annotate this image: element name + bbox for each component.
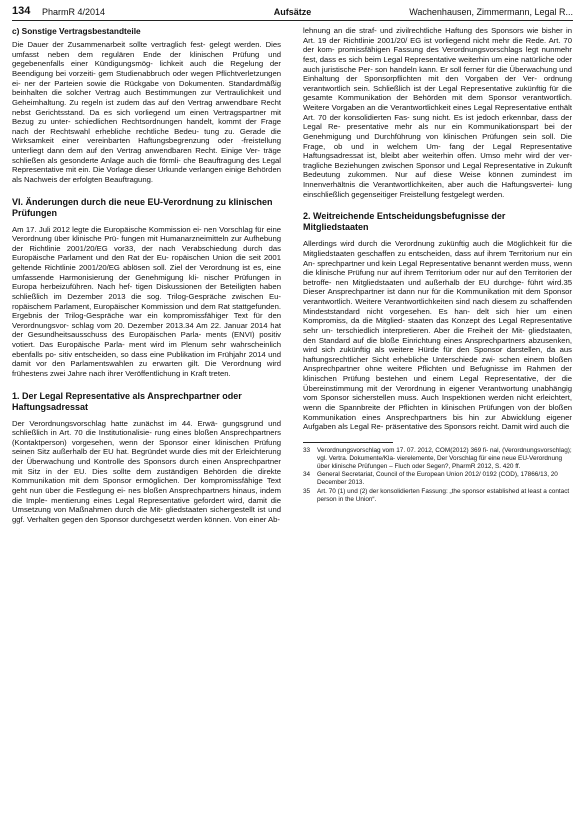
footnote-text: Verordnungsvorschlag vom 17. 07. 2012, COM(2012) 369 fi- nal, (Verordnungsvorschlag); vgl. Vertra. Dokumente/Kla- vierelemente, Der Vorschlag für eine neue EU-Verordnung über klinische Prüfungen – Fluch oder Segen?, PharmR 2012, S. 420 ff.: [317, 446, 572, 470]
footnote-34: [303, 471, 572, 487]
footnote-number: 34: [303, 471, 311, 479]
paragraph-contract-terms: Die Dauer der Zusammenarbeit sollte vertraglich fest- gelegt werden. Dies umfasst neben dem regulären Ende der klinischen Prüfung und gegebenenfalls einer Kündigungsmög- lichkeit auch die Regelung der Beendigung bei vorzeiti- gem Studienabbruch oder wegen Pflichtverletzungen ei- ner der Parteien sowie die Rückgabe von Dokumenten. Standardmäßig beinhalten die solcher Vertrag auch Bestimmungen zur Vertraulichkeit und Geheimhaltung. Zu regeln ist zudem das auf den Vertrag anwendbare Recht nebst Gerichtsstand. Da es sich vorliegend um einen Vertragspartner mit Bezug zu unter- schiedlichen Rechtsordnungen handelt, kommt der Frage nach der Rechtswahl erhebliche rechtliche Bedeu- tung zu. Gerade die Wirksamkeit einer vereinbarten Haftungsbegrenzung oder -freistellung unterliegt dann dem auf den Vertrag anwendbaren Recht. Einige Ver- träge schließen als gesonderte Anlage auch die förmli- che Beauftragung des Legal Representative mit ein. Die Vorlage dieser Urkunde verlangen einige Behörden als Nachweis der erfolgten Beauftragung.: [12, 40, 281, 184]
footnote-number: 33: [303, 446, 311, 454]
heading-c-contract-terms: c) Sonstige Vertragsbestandteile: [12, 26, 141, 36]
footnote-text: General Secretariat, Council of the European Union 2012/ 0192 (COD), 17866/13, 20 December 2013.: [317, 471, 558, 487]
paragraph-eu-regulation: Am 17. Juli 2012 legte die Europäische Kommission ei- nen Vorschlag für eine Verordnung über klinische Prü- fungen mit Humanarzneimitteln zur Aufhebung der Richtlinie 2001/20/EG vor33, der nach Verabschiedung durch das Europäische Parlament und den Rat der Eu- ropäischen Union die seit 2001 geltende Richtlinie 2001/20/EG ablösen soll. Ziel der Verordnung ist es, eine umfassende Harmonisierung der Genehmigung kli- nischer Prüfungen in Europa herbeizuführen. Nach hef- tigen Diskussionen der Beteiligten haben schließlich im Dezember 2013 die sog. Trilog-Gespräche zwischen Eu- ropäischem Parlament, Europäischer Kommission und dem Rat stattgefunden. Ergebnis der Trilog-Gespräche war ein kompromissfähiger Text für den Verordnungsvor- schlag vom 20. Dezember 2013.34 Am 22. Januar 2014 hat der Gesundheitsausschuss des Europäischen Parla- ments (ENVI) positiv votiert. Das Europäische Parla- ment wird im Plenum sehr wahrscheinlich ebenfalls po- sitiv entscheiden, so dass eine Publikation im Frühjahr 2014 und damit vor den Parlamentswahlen zu erwarten gilt. Die Verordnung wird frühestens zwei Jahre nach ihrer Veröffentlichung in Kraft treten.: [12, 224, 281, 378]
heading-1-legal-representative: 1. Der Legal Representative als Ansprechpartner oder Haftungsadressat: [12, 390, 242, 412]
page-number: 134: [12, 5, 31, 17]
footnote-text: Art. 70 (1) und (2) der konsolidierten Fassung: „the sponsor established at least a contact person in the Union“.: [317, 488, 570, 504]
footnote-number: 35: [303, 488, 311, 496]
paragraph-member-states: Allerdings wird durch die Verordnung zukünftig auch die Möglichkeit für die Mitgliedstaaten geschaffen zu entscheiden, dass auf ihrem Territorium nur ein An- sprechpartner und kein Legal Representative benannt werden muss, wenn die klinische Prüfung nur auf ihrem Territorium oder nur auf den Territorien der betroffe- nen Mitgliedstaaten und außerhalb der EU durchge- führt wird.35 Dieser Ansprechpartner ist dann nur für die Kommunikation mit dem Sponsor verantwortlich. Weitere Verantwortlichkeiten sind nach diesem zu schaffenden Mindeststandard nicht vorgesehen. Es han- delt sich hier um einen Kompromiss, da die Mitglied- staaten das Konzept des Legal Representative sehr un- terschiedlich interpretieren. Aber die Freiheit der Mit- gliedstaaten, den Standard auf die bloße Einrichtung eines Ansprechpartners abzusenken, wird sich zukünftig als weitere Hürde für den Sponsor darstellen, da aus haftungsrechtlicher Sicht erhebliche Unterschiede zwi- schen einem bloßen Ansprechpartner ohne weitere Pflichten und Befugnisse im Rahmen der klinischen Prüfung bestehen und einem Legal Representative, der die Übereinstimmung mit der Verordnung in eigener Verantwortung unabhängig vom Sponsor sicherstellen muss. Auch Inspektionen werden nicht erleichtert, wenn die Spannbreite der Pflichten in klinischen Prüfungen von der bloßen Kommunikation eines Ansprechpartners bis hin zur Abwicklung eigener Aufgaben als Legal Re- präsentative des Sponsors reicht. Damit wird auch die: [303, 239, 572, 432]
running-header: [12, 4, 573, 21]
heading-2-member-states: 2. Weitreichende Entscheidungsbefugnisse der Mitgliedstaaten: [303, 211, 506, 233]
heading-vi-eu-regulation: VI. Änderungen durch die neue EU-Verordnung zu klinischen Prüfungen: [12, 196, 273, 218]
journal-reference: PharmR 4/2014: [42, 7, 106, 17]
footnote-35: [303, 488, 572, 504]
paragraph-legal-representative: Der Verordnungsvorschlag hatte zunächst im 44. Erwä- gungsgrund und schließlich in Art. 70 die Institutionalisie- rung eines bloßen Ansprechpartners (Kontaktperson) vorgesehen, wenn der Sponsor einer klinischen Prüfung seinen Sitz außerhalb der EU hat. Begründet wurde dies mit der Erleichterung der Überwachung und Kontrolle des Sponsors durch einen Ansprechpartner mit Sitz in der EU. Dies sollte dem zuständigen Behörden die direkte Kommunikation mit dem Sponsor ermöglichen. Der kompromissfähige Text geht nun über die Festlegung ei- nes bloßen Ansprechpartners hinaus, indem die Imple- mentierung eines Legal Representative gefordert wird, damit die Umsetzung von Maßnahmen durch die Mit- gliedstaaten sichergestellt ist und ggf. Verhalten gegen den Sponsor durchgesetzt werden können. Von einer Ab-: [12, 418, 281, 524]
right-column: [303, 26, 572, 505]
section-title: Aufsätze: [273, 7, 312, 17]
paragraph-liability: lehnung an die straf- und zivilrechtliche Haftung des Sponsors wie bisher in Art. 19 der Richtlinie 2001/20/ EG ist vorliegend nicht mehr die Rede. Art. 70 der kom- promissfähigen Fassung des Verordnungsvorschlags legt nunmehr fest, dass es sich beim Legal Representative weiterhin um eine natürliche oder auch juristische Per- son handeln kann. Er soll ferner für die Überwachung und Einhaltung der Sponsorpflichten mit den Vorgaben der Ver- ordnung verantwortlich sein. Schließlich ist der Legal Representative zukünftig für die gesamte Kommunikation der Behörden mit dem Sponsor verantwortlich. Weitere Vorgaben an die Verantwortlichkeit eines Legal Representative enthält Art. 70 der konsolidierten Fas- sung nicht. Es ist jedoch erkennbar, dass der Legal Re- presentative mehr als nur ein Kommunikationspart bei der Genehmigung und Durchführung von klinischen Prüfungen sein soll. Die Frage, ob und in welchem Um- fang der Legal Representative Haftungsadressat ist, bleibt aber weiterhin offen. Umso mehr wird der ver- tragliche Beziehungen zwischen Sponsor und Legal Representative in Zukunft Bedeutung zukommen. Nur auf diese Weise können zumindest im Innenverhältnis die Verantwortlichkeiten, aber auch die Haftungsvertei- lung einschließlich gegenseitiger Freistellung festgelegt werden.: [303, 26, 572, 199]
footnote-separator: [303, 442, 393, 443]
header-authors: Wachenhausen, Zimmermann, Legal R...: [409, 7, 573, 17]
left-column: [12, 26, 281, 524]
footnote-33: [303, 447, 572, 471]
